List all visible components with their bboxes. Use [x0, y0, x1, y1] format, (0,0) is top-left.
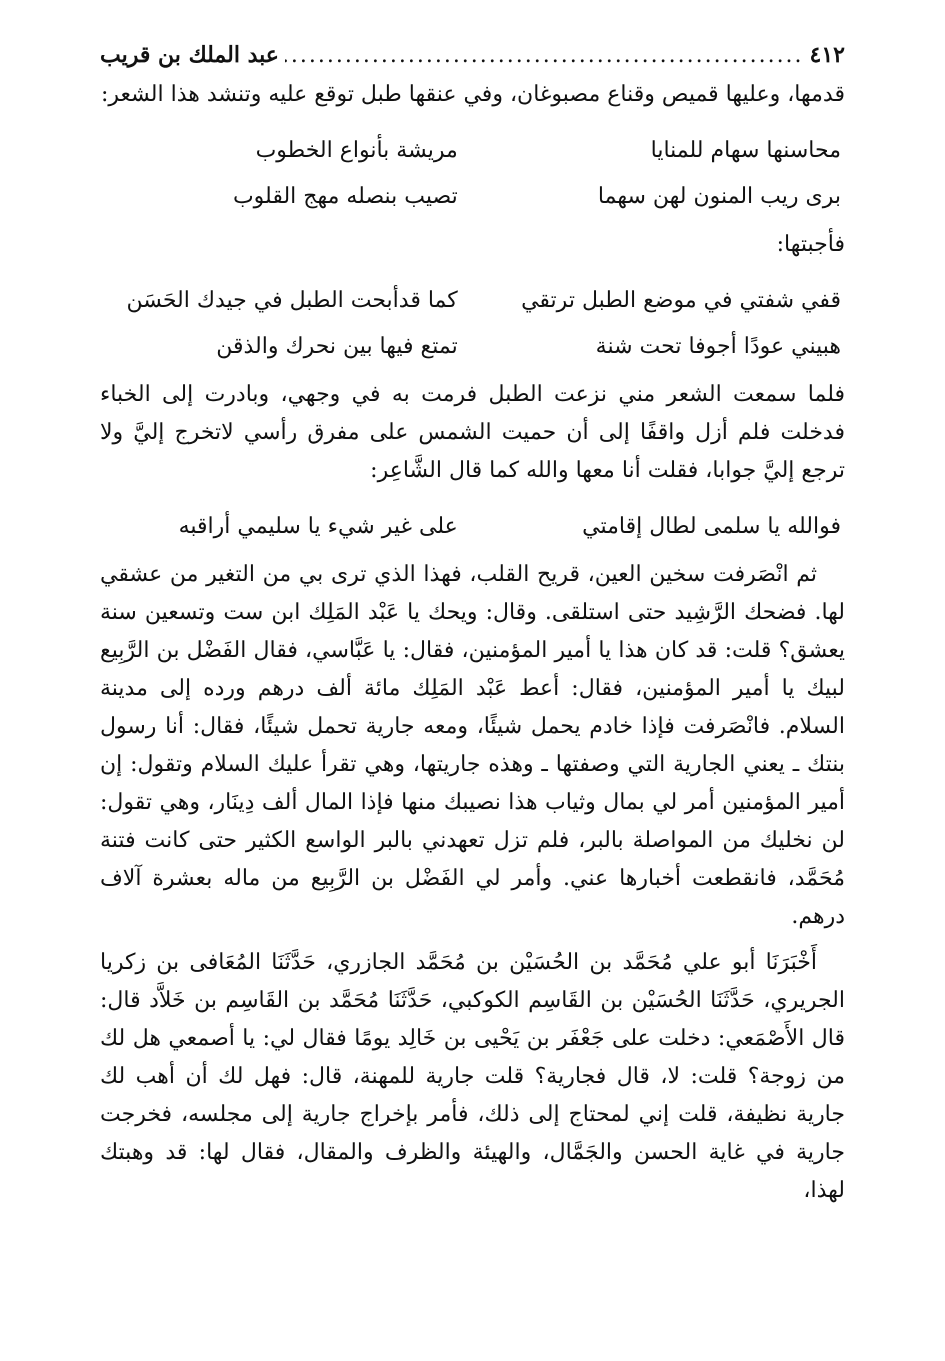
verse-first-hemistich: محاسنها سهام للمنايا — [650, 138, 841, 163]
verse-first-hemistich: هبيني عودًا أجوفا تحت شنة — [595, 334, 841, 359]
paragraph: أَخْبَرَنَا أبو علي مُحَمَّد بن الحُسَيْن بن مُحَمَّد الجازري، حَدَّثَنَا المُعَافى بن زكريا الجريري، حَدَّثَنَا الحُسَيْن بن القَاسِم الكوكبي، حَدَّثَنَا مُحَمَّد بن القَاسِم بن خَلاَّد قال: قال الأَصْمَعي: دخلت على جَعْفَر بن يَحْيى بن خَالِد يومًا فقال لي: يا أصمعي هل لك من زوجة؟ قلت: لا، قال فجارية؟ قلت جارية للمهنة، قال: فهل لك أن أهب لك جارية نظيفة، قلت إني لمحتاج إلى ذلك، فأمر بإخراج جارية إلى مجلسه، فخرجت جارية في غاية الحسن والجَمَّال، والهيئة والظرف والمقال، فقال لها: قد وهبتك لهذا، — [100, 950, 845, 1203]
paragraph: ثم انْصَرفت سخين العين، قريح القلب، فهذا الذي ترى بي من التغير من عشقي لها. فضحك الرَّشِيد حتى استلقى. وقال: ويحك يا عَبْد المَلِك ابن ست وتسعين سنة يعشق؟ قلت: قد كان هذا يا أمير المؤمنين، فقال: يا عَبَّاسي، فقال الفَضْل بن الرَّبِيع لبيك يا أمير المؤمنين، فقال: أعط عَبْد المَلِك مائة ألف درهم ورده إلى مدينة السلام. فانْصَرفت فإذا خادم يحمل شيئًا، ومعه جارية تحمل شيئًا، فقال: أنا رسول بنتك ـ يعني الجارية التي وصفتها ـ وهذه جاريتها، وهي تقرأ عليك السلام وتقول: إن أمير المؤمنين أمر لي بمال وثياب هذا نصيبك منها فإذا المال ألف دِينَار، وهي تقول: لن نخليك من المواصلة بالبر، فلم تزل تعهدني بالبر الواسع الكثير حتى كانت فتنة مُحَمَّد، فانقطعت أخبارها عني. وأمر لي الفَضْل بن الرَّبِيع من ماله بعشرة آلاف درهم. — [100, 562, 845, 929]
verse-line — [100, 174, 845, 220]
verse-line — [100, 278, 845, 324]
verse-first-hemistich: برى ريب المنون لهن سهما — [597, 184, 841, 209]
header-dot-leader — [285, 43, 804, 68]
verse-second-hemistich: تصيب بنصله مهج القلوب — [232, 184, 458, 209]
poem-verses — [100, 128, 845, 220]
paragraph: فأجبتها: — [776, 232, 845, 257]
verse-first-hemistich: فوالله يا سلمى لطال إقامتي — [582, 514, 841, 539]
verse-second-hemistich: تمتع فيها بين نحرك والذقن — [216, 334, 458, 359]
verse-line — [100, 504, 845, 550]
page-number: ٤١٢ — [809, 42, 845, 68]
running-title: عبد الملك بن قريب — [100, 42, 279, 68]
verse-first-hemistich: قفي شفتي في موضع الطبل ترتقي — [521, 288, 841, 313]
verse-line — [100, 324, 845, 370]
page-body — [100, 76, 845, 1210]
paragraph: قدمها، وعليها قميص وقناع مصبوغان، وفي عنقها طبل توقع عليه وتنشد هذا الشعر: — [100, 82, 845, 107]
verse-line — [100, 128, 845, 174]
verse-second-hemistich: كما قدأبحت الطبل في جيدك الحَسَن — [126, 288, 458, 313]
running-header — [100, 36, 845, 74]
verse-second-hemistich: مريشة بأنواع الخطوب — [255, 138, 458, 163]
verse-second-hemistich: على غير شيء يا سليمي أراقبه — [178, 514, 458, 539]
paragraph: فلما سمعت الشعر مني نزعت الطبل فرمت به في وجهي، وبادرت إلى الخباء فدخلت فلم أزل واقفًا إلى أن حميت الشمس على مفرق رأسي لاتخرج إليَّ ولا ترجع إليَّ جوابا، فقلت أنا معها والله كما قال الشَّاعِر: — [100, 382, 845, 483]
poem-verses — [100, 278, 845, 370]
poem-verses — [100, 504, 845, 550]
